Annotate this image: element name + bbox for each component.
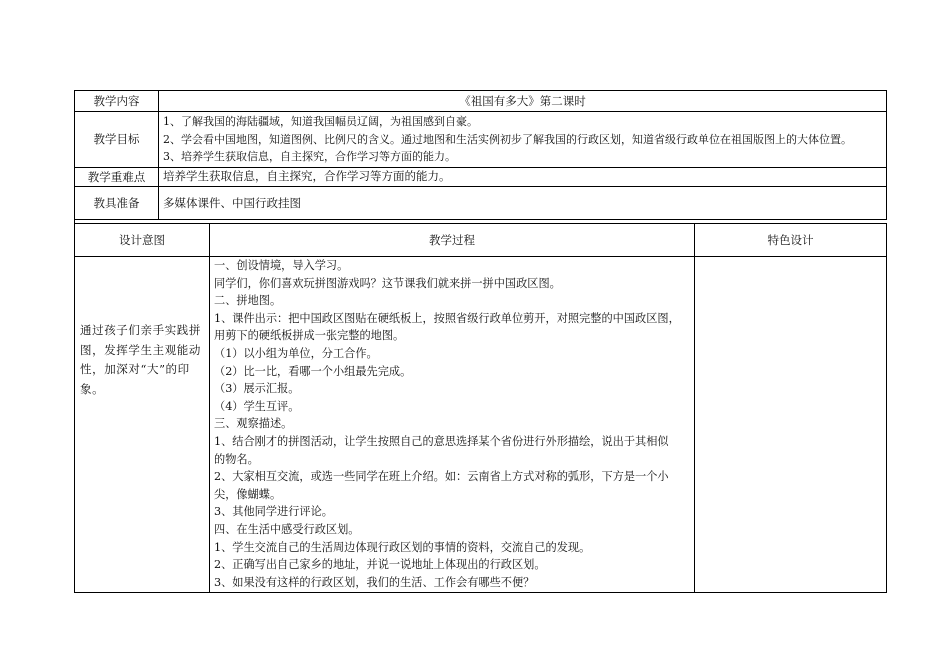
header-teaching-process: 教学过程: [429, 232, 475, 247]
process-line: 二、拼地图。: [214, 294, 282, 308]
content-value: 《祖国有多大》第二课时: [459, 93, 586, 108]
goals-label: 教学目标: [93, 132, 140, 146]
table-border: [886, 90, 887, 220]
process-line: 1、学生交流自己的生活周边体现行政区划的事情的资料，交流自己的发现。: [214, 540, 591, 554]
tools-label: 教具准备: [93, 195, 140, 210]
goal-line: 1、了解我国的海陆疆域，知道我国幅员辽阔，为祖国感到自豪。: [163, 115, 478, 128]
key-points-value: 培养学生获取信息，自主探究，合作学习等方面的能力。: [163, 169, 451, 183]
content-label: 教学内容: [93, 93, 140, 108]
process-line: （4）学生互评。: [214, 399, 300, 413]
table-border: [74, 592, 887, 593]
process-line: 三、观察描述。: [214, 417, 293, 431]
goal-line: 2、学会看中国地图，知道图例、比例尺的含义。通过地图和生活实例初步了解我国的行政区划，知道省级行政单位在祖国版图上的大体位置。: [163, 132, 852, 146]
feature-design-cell: [695, 257, 886, 592]
goals-value: [163, 113, 885, 167]
process-line: 1、结合刚才的拼图活动，让学生按照自己的意思选择某个省份进行外形描绘，说出于其相似: [214, 434, 669, 448]
process-line: 的物名。: [214, 452, 259, 466]
process-line: 用剪下的硬纸板拼成一张完整的地图。: [214, 329, 405, 343]
table-border: [74, 219, 887, 220]
process-line: 1、课件出示：把中国政区图贴在硬纸板上，按照省级行政单位剪开，对照完整的中国政区图，: [214, 311, 680, 325]
process-line: （2）比一比，看哪一个小组最先完成。: [214, 364, 412, 378]
process-line: 四、在生活中感受行政区划。: [214, 522, 360, 536]
goal-line: 3、培养学生获取信息，自主探究，合作学习等方面的能力。: [163, 150, 456, 163]
process-line: 2、正确写出自己家乡的地址，并说一说地址上体现出的行政区划。: [214, 558, 546, 572]
key-points-label: 教学重难点: [87, 169, 146, 184]
process-line: 一、创设情境，导入学习。: [214, 259, 349, 272]
table-border: [886, 223, 887, 593]
table-border: [74, 111, 887, 112]
header-feature-design: 特色设计: [767, 232, 814, 247]
process-line: 2、大家相互交流，或选一些同学在班上介绍。如：云南省上方式对称的弧形，下方是一个小: [214, 470, 669, 484]
teaching-process-text: [214, 257, 692, 591]
process-line: 尖，像蝴蝶。: [214, 487, 282, 501]
table-border: [209, 223, 210, 593]
tools-value: 多媒体课件、中国行政挂图: [163, 195, 301, 210]
design-intent-text: 通过孩子们亲手实践拼图，发挥学生主观能动性，加深对“大”的印象。: [80, 323, 201, 396]
process-line: （3）展示汇报。: [214, 382, 300, 396]
process-line: 同学们，你们喜欢玩拼图游戏吗？这节课我们就来拼一拼中国政区图。: [214, 276, 561, 290]
process-line: 3、如果没有这样的行政区划，我们的生活、工作会有哪些不便？: [214, 575, 535, 589]
process-line: （1）以小组为单位，分工合作。: [214, 346, 378, 360]
header-design-intent: 设计意图: [119, 232, 165, 247]
process-line: 3、其他同学进行评论。: [214, 505, 333, 519]
